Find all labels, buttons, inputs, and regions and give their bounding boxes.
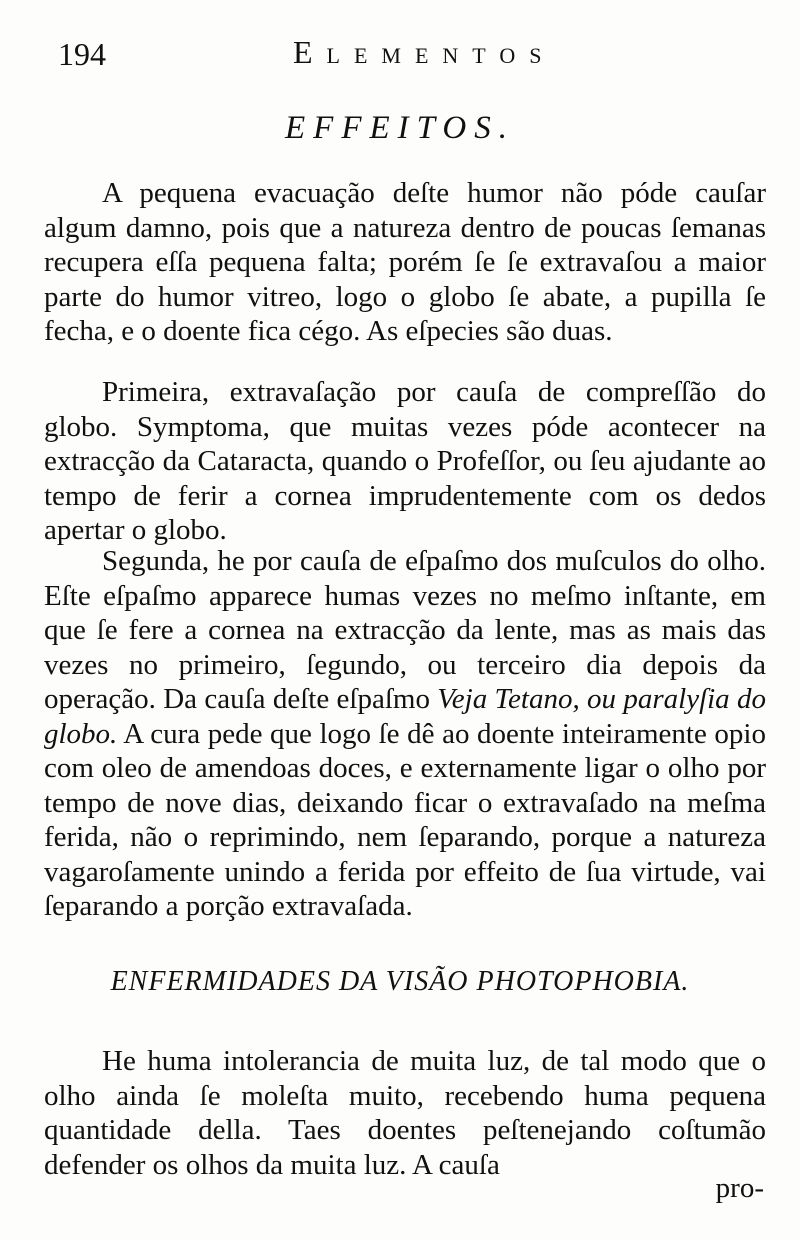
paragraph-2: [44, 375, 766, 548]
paragraph-4: [44, 1044, 766, 1182]
paragraph-1: [44, 176, 766, 349]
paragraph-text-part: Segunda, he por cauſa de eſpaſmo dos muſculos do olho. Eſte eſpaſmo apparece humas vezes no meſmo inſtante, em que ſe fere a cornea na extracção da lente, mas as mais das vezes no primeiro, ſegundo, ou terceiro dia depois da operação. Da cauſa deſte eſpaſmo: [44, 545, 766, 715]
running-head: Elementos: [293, 34, 556, 70]
section-title: EFFEITOS.: [285, 110, 515, 146]
paragraph-text: [44, 544, 766, 924]
page-number: 194: [58, 36, 106, 72]
paragraph-text: A pequena evacuação deſte humor não póde cauſar algum damno, pois que a natureza dentro de poucas ſemanas recupera eſſa pequena falta; porém ſe ſe extravaſou a maior parte do humor vitreo, logo o globo ſe abate, a pupilla ſe fecha, e o doente fica cégo. As eſpecies são duas.: [44, 177, 766, 347]
paragraph-3: [44, 544, 766, 924]
paragraph-text-part: A cura pede que logo ſe dê ao doente inteiramente opio com oleo de amendoas doces, e externamente ligar o olho por tempo de nove dias, deixando ficar o extravaſado na meſma ferida, não o reprimindo, nem ſeparando, porque a natureza vagaroſamente unindo a ferida por effeito de ſua virtude, vai ſeparando a porção extravaſada.: [44, 717, 766, 922]
italic-reference: Veja Tetano, ou paralyſia do globo.: [44, 683, 767, 750]
subsection-title: ENFERMIDADES DA VISÃO PHOTOPHOBIA.: [110, 966, 690, 997]
catchword: pro-: [715, 1172, 764, 1204]
paragraph-text: Primeira, extravaſação por cauſa de compreſſão do globo. Symptoma, que muitas vezes póde acontecer na extracção da Cataracta, quando o Profeſſor, ou ſeu ajudante ao tempo de ferir a cornea imprudentemente com os dedos apertar o globo.: [44, 376, 766, 546]
paragraph-text: He huma intolerancia de muita luz, de tal modo que o olho ainda ſe moleſta muito, recebendo huma pequena quantidade della. Taes doentes peſtenejando coſtumão defender os olhos da muita luz. A cauſa: [44, 1045, 766, 1181]
page-header: [48, 30, 770, 80]
